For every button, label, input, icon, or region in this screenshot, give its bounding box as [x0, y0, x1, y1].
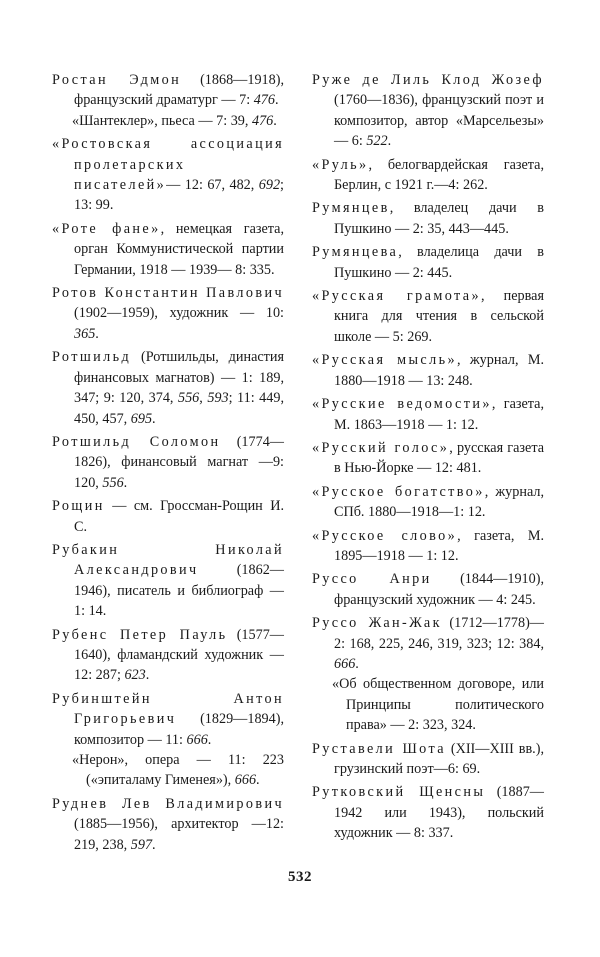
entry-text: (1902—1959), художник — 10: — [74, 305, 284, 322]
entry-text: (1712—1778)— 2: 168, 225, 246, 319, 323; 12: 384, — [334, 615, 544, 652]
entry-text: (1885—1956), архитектор —12: 219, 238, — [74, 816, 284, 853]
entry-text: , владелец дачи в Пушкино — 2: 35, 443—445. — [334, 200, 544, 237]
index-entry — [312, 242, 544, 283]
entry-text: , журнал, СПб. 1880—1918—1: 12. — [334, 483, 544, 521]
page-reference-italic: 666 — [334, 655, 356, 672]
entry-text: , белогвардейская газета, Берлин, с 1921 г.—4: 262. — [334, 156, 544, 194]
page-reference-italic: 623 — [124, 667, 146, 684]
entry-text: (Ротшильды, династия финансовых магнатов) — 1: 189, 347; 9: 120, 374, — [74, 349, 284, 407]
entry-headword: «Ростовская ассоциация пролетарских писателей» — [52, 136, 284, 194]
entry-text: (1829—1894), композитор — 11: — [74, 711, 284, 748]
entry-text: . — [256, 772, 260, 789]
index-subentry — [312, 674, 544, 735]
entry-headword: Румянцева — [312, 244, 399, 261]
entry-text: (1887—1942 или 1943), польский художник — 8: 337. — [334, 784, 544, 842]
page-reference-italic: 666 — [234, 772, 257, 789]
index-entry — [52, 347, 284, 429]
index-entry — [312, 155, 544, 196]
entry-text: (1577—1640), фламандский художник — 12: 287; — [74, 626, 284, 684]
entry-headword: Руссо Жан-Жак — [312, 615, 442, 632]
entry-text: (1862—1946), писатель и библиограф — 1: 14. — [74, 562, 284, 620]
index-entry — [312, 286, 544, 347]
entry-text: , газета, М. 1895—1918 — 1: 12. — [334, 527, 545, 564]
entry-text: . — [123, 474, 128, 491]
page-reference-italic: 692 — [258, 177, 281, 194]
entry-headword: «Руль» — [312, 156, 369, 173]
page-reference-italic: 593 — [207, 390, 229, 407]
index-entry — [312, 394, 544, 435]
entry-text: — 12: 67, 482, — [166, 177, 259, 194]
index-entry — [52, 540, 284, 622]
index-entry — [312, 482, 544, 523]
entry-headword: «Русское богатство» — [312, 483, 485, 500]
entry-headword: Рутковский Щенсны — [312, 784, 486, 801]
entry-headword: Руставели Шота — [312, 740, 446, 757]
entry-headword: Румянцев — [312, 200, 390, 217]
index-column-left — [52, 70, 284, 858]
page-number: 532 — [288, 869, 312, 885]
index-entry — [312, 438, 544, 479]
index-entry — [312, 739, 544, 780]
entry-headword: «Русский голос» — [312, 439, 450, 456]
entry-text: «Об общественном договоре, или Принципы политического права» — 2: 323, 324. — [332, 676, 544, 734]
index-entry — [312, 613, 544, 674]
entry-headword: Ротшильд — [52, 349, 132, 366]
page-reference-italic: 666 — [186, 731, 208, 748]
index-entry — [312, 569, 544, 610]
entry-text: . — [355, 655, 359, 672]
entry-text: , немецкая газета, орган Коммунистической партии Германии, 1918 — 1939— 8: 335. — [74, 220, 284, 278]
entry-headword: Рощин — [52, 498, 105, 515]
page-reference-italic: 556 — [102, 474, 124, 491]
entry-text: «Нерон», опера — 11: 223 («эпиталаму Гименея»), — [72, 752, 284, 789]
entry-headword: «Русская мысль» — [312, 352, 457, 369]
index-entry — [312, 70, 544, 152]
entry-headword: Руссо Анри — [312, 571, 432, 588]
entry-headword: Ростан Эдмон — [52, 72, 182, 88]
entry-text: . — [273, 112, 277, 129]
entry-text: . — [152, 836, 156, 853]
entry-text: . — [95, 325, 99, 342]
index-entry — [312, 782, 544, 843]
entry-text: . — [152, 410, 156, 427]
entry-text: ; 11: 449, 450, 457, — [74, 390, 284, 427]
index-entry — [52, 496, 284, 537]
index-entry — [52, 219, 284, 280]
index-entry — [52, 70, 284, 111]
page-reference-italic: 597 — [130, 836, 153, 853]
entry-text: , русская газета в Нью-Йорке — 12: 481. — [334, 439, 544, 477]
page-reference-italic: 476 — [251, 112, 274, 129]
entry-text: «Шантеклер», пьеса — 7: 39, — [72, 112, 252, 129]
index-entry — [52, 689, 284, 750]
entry-text: , газета, М. 1863—1918 — 1: 12. — [334, 396, 544, 433]
entry-text: , — [199, 390, 208, 407]
entry-headword: «Роте фане» — [52, 220, 161, 237]
entry-text: (1760—1836), французский поэт и композитор, автор «Марсельезы» — 6: — [334, 92, 544, 150]
entry-headword: «Русское слово» — [312, 527, 458, 544]
entry-headword: Рубенс Петер Пауль — [52, 626, 228, 643]
index-entry — [52, 794, 284, 855]
entry-text: , первая книга для чтения в сельской школе — 5: 269. — [334, 288, 544, 345]
entry-text: . — [207, 731, 212, 748]
index-subentry — [52, 111, 284, 131]
page-reference-italic: 695 — [130, 410, 153, 427]
entry-headword: «Русские ведомости» — [312, 396, 492, 413]
index-entry — [52, 625, 284, 686]
entry-headword: Руже де Лиль Клод Жозеф — [312, 72, 544, 88]
index-entry — [52, 134, 284, 216]
entry-headword: Рубинштейн Антон Григорьевич — [52, 690, 284, 728]
index-subentry — [52, 750, 284, 791]
page-reference-italic: 556 — [177, 390, 200, 407]
entry-text: (1844—1910), французский художник — 4: 245. — [334, 571, 545, 608]
index-entry — [52, 283, 284, 344]
entry-text: ; 13: 99. — [74, 177, 284, 214]
entry-text: . — [274, 92, 279, 109]
entry-headword: Ротов Константин Павлович — [52, 285, 284, 302]
entry-text: , владелица дачи в Пушкино — 2: 445. — [334, 244, 544, 281]
entry-headword: Рубакин Николай Александрович — [52, 541, 284, 579]
entry-text: , журнал, М. 1880—1918 — 13: 248. — [334, 352, 544, 389]
index-entry — [52, 432, 284, 493]
entry-text: (XII—XIII вв.), грузинский поэт—6: 69. — [334, 740, 544, 777]
entry-headword: «Русская грамота» — [312, 288, 481, 305]
entry-text: (1774—1826), финансовый магнат —9: 120, — [74, 433, 284, 491]
entry-text: (1868—1918), французский драматург — 7: — [74, 72, 284, 109]
entry-text: . — [387, 133, 392, 150]
index-entry — [312, 198, 544, 239]
entry-text: . — [145, 667, 150, 684]
page-reference-italic: 365 — [74, 325, 96, 342]
page-reference-italic: 522 — [366, 133, 388, 150]
entry-headword: Руднев Лев Владимирович — [52, 795, 284, 812]
page-reference-italic: 476 — [253, 92, 275, 109]
index-entry — [312, 526, 544, 567]
index-entry — [312, 350, 544, 391]
entry-text: — см. Гроссман-Рощин И. С. — [74, 498, 284, 535]
entry-headword: Ротшильд Соломон — [52, 433, 221, 450]
index-column-right — [312, 70, 544, 847]
